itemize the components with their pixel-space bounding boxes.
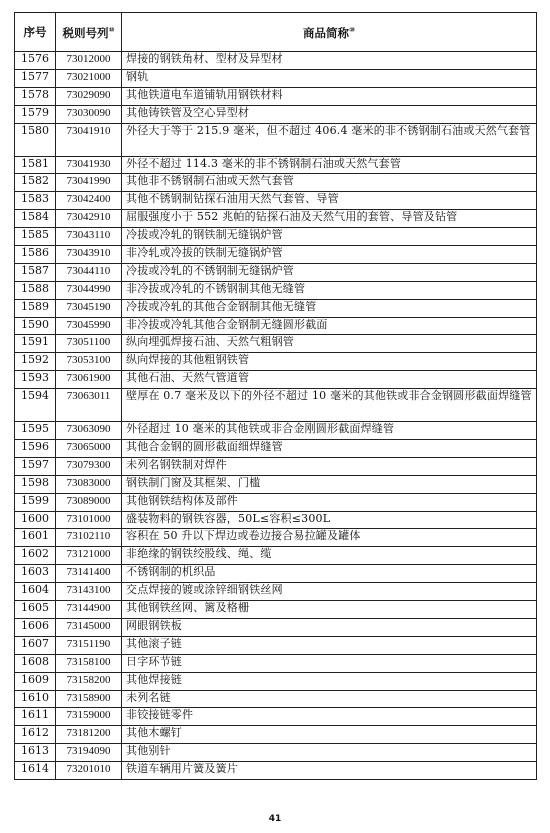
table-row [15,69,537,87]
header-code: 税则号列⑩ [56,13,122,52]
row-code: 73145000 [56,618,122,636]
row-code: 73045990 [56,317,122,335]
row-seq: 1590 [15,317,56,335]
row-name: 其他铁道电车道铺轨用钢铁材料 [122,87,537,105]
row-seq: 1606 [15,618,56,636]
row-name: 非冷拔或冷轧其他合金钢制无缝圆形截面 [122,317,537,335]
row-name: 其他木螺钉 [122,726,537,744]
row-name: 不锈钢制的机织品 [122,565,537,583]
row-code: 73102110 [56,529,122,547]
table-row [15,228,537,246]
row-name: 盛装物料的钢铁容器，50L≤容积≤300L [122,511,537,529]
row-seq: 1585 [15,228,56,246]
row-code: 73043110 [56,228,122,246]
table-row [15,371,537,389]
table-row [15,156,537,174]
row-seq: 1602 [15,547,56,565]
row-seq: 1589 [15,299,56,317]
table-row [15,565,537,583]
table-row [15,281,537,299]
table-row [15,457,537,475]
row-code: 73151190 [56,636,122,654]
row-seq: 1597 [15,457,56,475]
row-code: 73063090 [56,422,122,440]
row-code: 73012000 [56,52,122,70]
row-code: 73159000 [56,708,122,726]
row-seq: 1601 [15,529,56,547]
table-row [15,636,537,654]
row-code: 73158200 [56,672,122,690]
row-code: 73041910 [56,123,122,156]
table-row [15,511,537,529]
row-name: 容积在 50 升以下焊边或卷边接合易拉罐及罐体 [122,529,537,547]
row-code: 73021000 [56,69,122,87]
table-row [15,335,537,353]
row-seq: 1587 [15,263,56,281]
row-code: 73044110 [56,263,122,281]
row-name: 冷拔或冷轧的钢铁制无缝锅炉管 [122,228,537,246]
row-name: 其他钢铁丝网、篱及格栅 [122,601,537,619]
row-seq: 1609 [15,672,56,690]
table-row [15,762,537,780]
row-name: 纵向焊接的其他粗钢铁管 [122,353,537,371]
table-row [15,493,537,511]
row-name: 其他滚子链 [122,636,537,654]
table-row [15,529,537,547]
table-row [15,317,537,335]
row-name: 非冷拔或冷轧的不锈钢制其他无缝管 [122,281,537,299]
row-name: 外径超过 10 毫米的其他铁或非合金刚圆形截面焊缝管 [122,422,537,440]
table-row [15,744,537,762]
row-code: 73144900 [56,601,122,619]
row-seq: 1593 [15,371,56,389]
header-name-footnote: ⑩ [349,26,355,35]
table-row [15,192,537,210]
row-name: 非绝缘的钢铁绞股线、绳、缆 [122,547,537,565]
row-code: 73079300 [56,457,122,475]
row-seq: 1583 [15,192,56,210]
row-code: 73044990 [56,281,122,299]
row-name: 其他不锈钢制钻探石油用天然气套管、导管 [122,192,537,210]
table-row [15,583,537,601]
row-code: 73030090 [56,105,122,123]
row-name: 冷拔或冷轧的其他合金钢制其他无缝管 [122,299,537,317]
table-row [15,690,537,708]
row-name: 未列名链 [122,690,537,708]
row-code: 73029090 [56,87,122,105]
tariff-table [14,12,537,780]
row-name: 其他合金钢的圆形截面细焊缝管 [122,440,537,458]
row-seq: 1578 [15,87,56,105]
row-seq: 1579 [15,105,56,123]
table-row [15,87,537,105]
table-row [15,263,537,281]
row-name: 纵向埋弧焊接石油、天然气粗钢管 [122,335,537,353]
row-name: 网眼钢铁板 [122,618,537,636]
row-seq: 1611 [15,708,56,726]
row-seq: 1610 [15,690,56,708]
row-code: 73045190 [56,299,122,317]
row-seq: 1586 [15,246,56,264]
row-code: 73083000 [56,475,122,493]
header-seq: 序号 [15,13,56,52]
row-code: 73061900 [56,371,122,389]
row-seq: 1604 [15,583,56,601]
row-name: 屈服强度小于 552 兆帕的钻探石油及天然气用的套管、导管及钻管 [122,210,537,228]
row-code: 73063011 [56,389,122,422]
header-row [15,13,537,52]
row-seq: 1603 [15,565,56,583]
row-name: 其他石油、天然气管道管 [122,371,537,389]
row-name: 壁厚在 0.7 毫米及以下的外径不超过 10 毫米的其他铁或非合金钢圆形截面焊缝管 [122,389,537,422]
row-seq: 1613 [15,744,56,762]
row-seq: 1605 [15,601,56,619]
row-code: 73053100 [56,353,122,371]
table-row [15,123,537,156]
row-seq: 1596 [15,440,56,458]
row-seq: 1592 [15,353,56,371]
row-name: 冷拔或冷轧的不锈钢制无缝锅炉管 [122,263,537,281]
row-code: 73158100 [56,654,122,672]
row-seq: 1607 [15,636,56,654]
row-name: 铁道车辆用片簧及簧片 [122,762,537,780]
row-name: 未列名钢铁制对焊件 [122,457,537,475]
header-code-footnote: ⑩ [108,26,115,35]
row-seq: 1581 [15,156,56,174]
row-seq: 1582 [15,174,56,192]
row-name: 外径大于等于 215.9 毫米，但不超过 406.4 毫米的非不锈钢制石油或天然气套管 [122,123,537,156]
row-seq: 1576 [15,52,56,70]
row-seq: 1612 [15,726,56,744]
row-code: 73143100 [56,583,122,601]
row-name: 外径不超过 114.3 毫米的非不锈钢制石油或天然气套管 [122,156,537,174]
row-name: 焊接的钢铁角材、型材及异型材 [122,52,537,70]
row-seq: 1600 [15,511,56,529]
row-code: 73101000 [56,511,122,529]
row-code: 73121000 [56,547,122,565]
table-row [15,618,537,636]
row-seq: 1577 [15,69,56,87]
row-name: 非铰接链零件 [122,708,537,726]
row-seq: 1580 [15,123,56,156]
table-row [15,708,537,726]
row-seq: 1588 [15,281,56,299]
row-name: 其他焊接链 [122,672,537,690]
row-code: 73051100 [56,335,122,353]
row-name: 其他钢铁结构体及部件 [122,493,537,511]
row-name: 交点焊接的镀或涂锌细钢铁丝网 [122,583,537,601]
row-code: 73158900 [56,690,122,708]
row-code: 73141400 [56,565,122,583]
row-code: 73194090 [56,744,122,762]
row-name: 钢铁制门窗及其框架、门槛 [122,475,537,493]
row-seq: 1614 [15,762,56,780]
row-code: 73065000 [56,440,122,458]
row-seq: 1584 [15,210,56,228]
row-seq: 1608 [15,654,56,672]
header-name: 商品简称⑩ [122,13,537,52]
row-code: 73041930 [56,156,122,174]
table-row [15,174,537,192]
row-seq: 1594 [15,389,56,422]
table-body [15,52,537,780]
table-row [15,422,537,440]
table-row [15,353,537,371]
row-seq: 1595 [15,422,56,440]
row-seq: 1598 [15,475,56,493]
row-name: 其他铸铁管及空心异型材 [122,105,537,123]
row-code: 73041990 [56,174,122,192]
row-code: 73042910 [56,210,122,228]
row-code: 73201010 [56,762,122,780]
table-row [15,299,537,317]
row-name: 其他非不锈钢制石油或天然气套管 [122,174,537,192]
row-code: 73042400 [56,192,122,210]
table-row [15,210,537,228]
table-row [15,246,537,264]
row-name: 日字环节链 [122,654,537,672]
row-code: 73181200 [56,726,122,744]
page-number: 41 [268,814,282,824]
row-seq: 1599 [15,493,56,511]
row-name: 非冷轧或冷拔的铁制无缝锅炉管 [122,246,537,264]
table-row [15,52,537,70]
row-code: 73043910 [56,246,122,264]
table-row [15,672,537,690]
row-code: 73089000 [56,493,122,511]
table-row [15,654,537,672]
table-row [15,475,537,493]
table-row [15,547,537,565]
table-row [15,726,537,744]
table-row [15,389,537,422]
table-row [15,440,537,458]
table-row [15,105,537,123]
row-seq: 1591 [15,335,56,353]
row-name: 其他别针 [122,744,537,762]
table-row [15,601,537,619]
row-name: 钢轨 [122,69,537,87]
